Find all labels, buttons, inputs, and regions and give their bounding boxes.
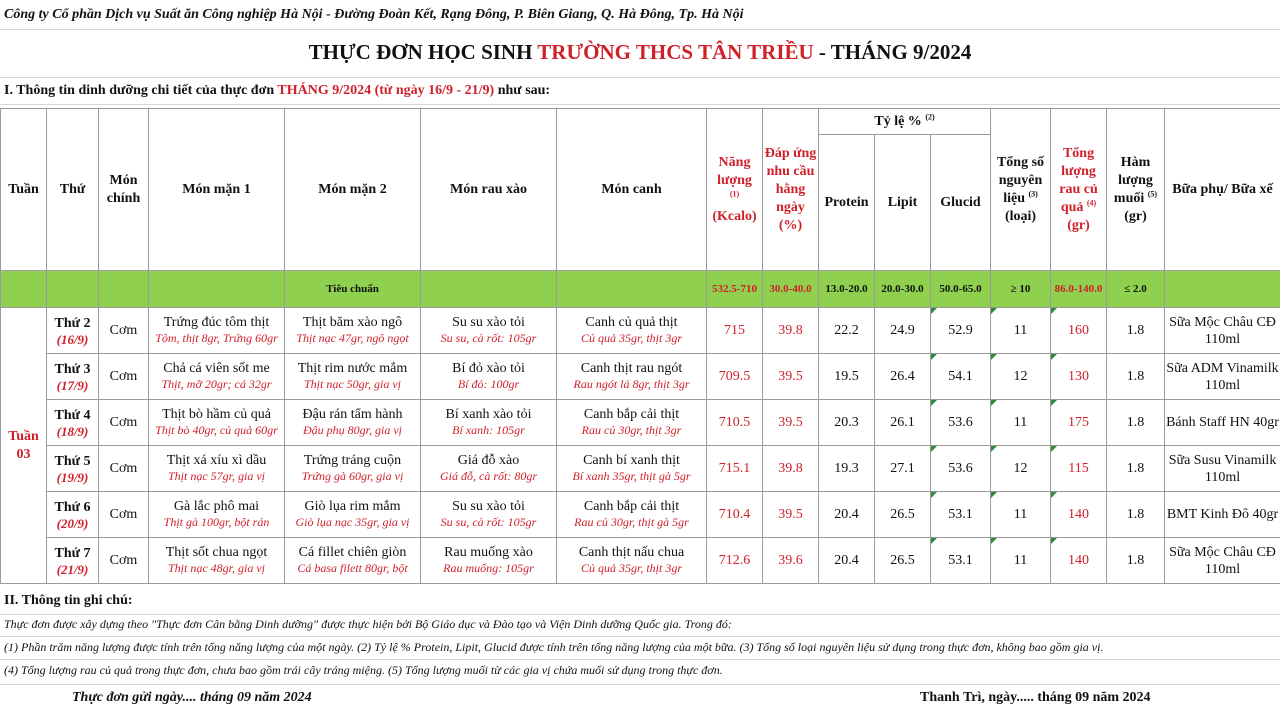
vegetables-cell — [1051, 492, 1107, 538]
header-mon-man-2: Món mặn 2 — [285, 109, 421, 271]
lipit-cell — [875, 308, 931, 354]
header-protein: Protein — [819, 135, 875, 271]
main-dish-cell: Cơm — [99, 492, 149, 538]
dish-rau-cell — [421, 400, 557, 446]
dish-canh-detail: Củ quả 35gr, thịt 3gr — [580, 561, 682, 575]
standard-muoi: ≤ 2.0 — [1107, 271, 1165, 308]
day-name: Thứ 3 — [54, 361, 91, 377]
ingredients-cell — [991, 538, 1051, 584]
protein-cell — [819, 308, 875, 354]
section-1-text1: I. Thông tin dinh dưỡng chi tiết của thực đơn — [4, 83, 278, 98]
dish-man-2-name: Giò lụa rim mắm — [304, 499, 401, 514]
cell-comment-marker — [1051, 308, 1057, 314]
dish-canh-name: Canh bí xanh thịt — [583, 453, 680, 468]
dish-rau-detail: Rau muống: 105gr — [443, 561, 534, 575]
header-ham-luong-muoi-label: Hàm lượng muối — [1113, 154, 1153, 206]
header-thu: Thứ — [47, 109, 99, 271]
protein-cell-value: 20.4 — [834, 506, 859, 522]
salt-cell — [1107, 354, 1165, 400]
dish-man-2-detail: Cá basa filett 80gr, bột — [297, 561, 408, 575]
dish-man-1-detail: Thịt nạc 48gr, gia vị — [167, 561, 265, 575]
vegetables-cell — [1051, 354, 1107, 400]
ingredients-cell-value: 11 — [1013, 506, 1028, 522]
dish-man-2-cell — [285, 492, 421, 538]
daily-pct-cell-value: 39.5 — [778, 414, 803, 430]
dish-man-2-name: Thịt rim nước mắm — [297, 361, 408, 376]
header-mon-chinh: Món chính — [99, 109, 149, 271]
ingredients-cell — [991, 308, 1051, 354]
dish-rau-detail: Su su, cà rốt: 105gr — [440, 331, 537, 345]
day-cell — [47, 492, 99, 538]
daily-pct-cell — [763, 308, 819, 354]
ingredients-cell-value: 12 — [1013, 368, 1028, 384]
dish-canh-detail: Rau củ 30gr, thịt gà 5gr — [574, 515, 689, 529]
protein-cell — [819, 538, 875, 584]
dish-canh-cell — [557, 400, 707, 446]
standard-protein: 13.0-20.0 — [819, 271, 875, 308]
vegetables-cell — [1051, 538, 1107, 584]
main-dish-cell: Cơm — [99, 446, 149, 492]
vegetables-cell-value: 140 — [1068, 552, 1090, 568]
dish-man-1-cell — [149, 354, 285, 400]
header-tong-nguyen-lieu — [991, 109, 1051, 271]
dish-canh-detail: Củ quả 35gr, thịt 3gr — [580, 331, 682, 345]
title-part1: THỰC ĐƠN HỌC SINH — [308, 40, 538, 64]
ingredients-cell — [991, 354, 1051, 400]
energy-cell — [707, 492, 763, 538]
cell-comment-marker — [931, 446, 937, 452]
dish-canh-cell — [557, 538, 707, 584]
lipit-cell — [875, 354, 931, 400]
cell-comment-marker — [991, 400, 997, 406]
salt-cell-value: 1.8 — [1126, 414, 1145, 430]
header-bua-phu: Bữa phụ/ Bữa xế — [1165, 109, 1280, 271]
table-row — [1, 308, 1280, 354]
daily-pct-cell — [763, 538, 819, 584]
glucid-cell-value: 54.1 — [948, 368, 973, 384]
salt-cell-value: 1.8 — [1126, 322, 1145, 338]
standard-lipit: 20.0-30.0 — [875, 271, 931, 308]
glucid-cell — [931, 354, 991, 400]
glucid-cell — [931, 400, 991, 446]
day-date: (18/9) — [56, 423, 89, 439]
dish-canh-name: Canh bắp cải thịt — [583, 407, 680, 422]
ingredients-cell-value: 11 — [1013, 414, 1028, 430]
glucid-cell — [931, 446, 991, 492]
salt-cell — [1107, 400, 1165, 446]
standard-row — [1, 271, 1280, 308]
header-tong-rau-unit: (gr) — [1067, 217, 1090, 233]
header-ty-le-sup: (2) — [925, 111, 935, 121]
header-dap-ung-unit: (%) — [778, 217, 803, 233]
daily-pct-cell-value: 39.5 — [778, 506, 803, 522]
dish-rau-cell — [421, 492, 557, 538]
snack-cell: Sữa Susu Vinamilk 110ml — [1165, 446, 1280, 492]
glucid-cell-value: 52.9 — [948, 322, 973, 338]
lipit-cell-value: 26.5 — [890, 506, 915, 522]
salt-cell — [1107, 492, 1165, 538]
energy-cell-value: 710.4 — [718, 506, 751, 522]
header-mon-canh: Món canh — [557, 109, 707, 271]
menu-table — [0, 108, 1280, 584]
cell-comment-marker — [991, 538, 997, 544]
daily-pct-cell — [763, 400, 819, 446]
dish-man-2-detail: Trứng gà 60gr, gia vị — [301, 469, 404, 483]
salt-cell-value: 1.8 — [1126, 460, 1145, 476]
dish-man-2-cell — [285, 400, 421, 446]
dish-man-1-detail: Thịt nạc 57gr, gia vị — [167, 469, 265, 483]
dish-canh-name: Canh thịt nấu chua — [578, 545, 685, 560]
dish-man-1-detail: Thịt bò 40gr, củ quả 60gr — [155, 423, 278, 437]
energy-cell — [707, 308, 763, 354]
daily-pct-cell — [763, 354, 819, 400]
lipit-cell — [875, 400, 931, 446]
dish-man-2-name: Đậu rán tẩm hành — [302, 407, 403, 422]
ingredients-cell-value: 12 — [1013, 460, 1028, 476]
header-ham-luong-muoi — [1107, 109, 1165, 271]
energy-cell-value: 710.5 — [718, 414, 751, 430]
snack-cell: Sữa ADM Vinamilk 110ml — [1165, 354, 1280, 400]
note-line-3: (4) Tổng lượng rau củ quả trong thực đơn, chưa bao gồm trái cây tráng miệng. (5) Tổng lượng muối từ các gia vị chứa muối sử dụng trong thực đơn. — [4, 663, 723, 677]
dish-man-2-cell — [285, 308, 421, 354]
standard-label: Tiêu chuẩn — [285, 271, 421, 308]
note-line-1: Thực đơn được xây dựng theo "Thực đơn Cân bằng Dinh dưỡng" được thực hiện bởi Bộ Giáo dục và Đào tạo và Viện Dinh dưỡng Quốc gia. Trong đó: — [4, 617, 732, 631]
day-date: (17/9) — [56, 377, 89, 393]
day-cell — [47, 400, 99, 446]
header-tong-nguyen-lieu-label: Tổng số nguyên liệu — [996, 154, 1045, 206]
dish-canh-name: Canh thịt rau ngót — [580, 361, 683, 376]
standard-nguyen-lieu: ≥ 10 — [991, 271, 1051, 308]
page-title — [0, 36, 1280, 68]
vegetables-cell-value: 130 — [1068, 368, 1090, 384]
energy-cell — [707, 446, 763, 492]
lipit-cell-value: 24.9 — [890, 322, 915, 338]
daily-pct-cell — [763, 446, 819, 492]
snack-cell: Sữa Mộc Châu CĐ 110ml — [1165, 308, 1280, 354]
lipit-cell — [875, 446, 931, 492]
lipit-cell — [875, 492, 931, 538]
cell-comment-marker — [931, 400, 937, 406]
dish-man-1-detail: Tôm, thịt 8gr, Trứng 60gr — [155, 331, 278, 345]
vegetables-cell-value: 140 — [1068, 506, 1090, 522]
energy-cell-value: 715 — [724, 322, 745, 338]
main-dish-cell: Cơm — [99, 354, 149, 400]
dish-rau-name: Su su xào tỏi — [452, 499, 525, 514]
standard-rau: 86.0-140.0 — [1051, 271, 1107, 308]
header-tong-nguyen-lieu-sup: (3) — [1028, 188, 1038, 198]
header-tong-rau-label: Tổng lượng rau củ quả — [1059, 145, 1098, 215]
dish-man-1-name: Trứng đúc tôm thịt — [163, 315, 270, 330]
header-mon-man-1: Món mặn 1 — [149, 109, 285, 271]
header-nang-luong-sup: (1) — [729, 188, 740, 198]
glucid-cell-value: 53.6 — [948, 460, 973, 476]
daily-pct-cell — [763, 492, 819, 538]
section-1-highlight: THÁNG 9/2024 (từ ngày 16/9 - 21/9) — [277, 83, 495, 98]
dish-rau-name: Rau muống xào — [444, 545, 533, 560]
dish-man-1-detail: Thịt, mỡ 20gr; cá 32gr — [161, 377, 272, 391]
dish-man-2-detail: Giò lụa nạc 35gr, gia vị — [295, 515, 410, 529]
dish-rau-name: Bí đỏ xào tỏi — [452, 361, 525, 376]
energy-cell — [707, 354, 763, 400]
header-lipit: Lipit — [875, 135, 931, 271]
vegetables-cell — [1051, 308, 1107, 354]
protein-cell — [819, 446, 875, 492]
dish-canh-cell — [557, 492, 707, 538]
dish-man-2-name: Trứng tráng cuộn — [303, 453, 402, 468]
day-name: Thứ 6 — [54, 499, 91, 515]
dish-man-1-cell — [149, 400, 285, 446]
dish-man-1-cell — [149, 492, 285, 538]
header-nang-luong-label: Năng lượng — [717, 154, 752, 188]
protein-cell — [819, 492, 875, 538]
energy-cell-value: 715.1 — [718, 460, 751, 476]
day-cell — [47, 354, 99, 400]
dish-man-1-cell — [149, 538, 285, 584]
ingredients-cell-value: 11 — [1013, 322, 1028, 338]
dish-man-2-detail: Thịt nạc 50gr, gia vị — [303, 377, 401, 391]
salt-cell — [1107, 446, 1165, 492]
cell-comment-marker — [1051, 446, 1057, 452]
protein-cell-value: 19.5 — [834, 368, 859, 384]
dish-canh-detail: Rau ngót lá 8gr, thịt 3gr — [573, 377, 690, 391]
snack-cell: Bánh Staff HN 40gr — [1165, 400, 1280, 446]
daily-pct-cell-value: 39.8 — [778, 460, 803, 476]
header-ham-luong-muoi-sup: (5) — [1147, 188, 1158, 198]
header-mon-rau: Món rau xào — [421, 109, 557, 271]
dish-canh-cell — [557, 308, 707, 354]
cell-comment-marker — [931, 308, 937, 314]
header-nang-luong — [707, 109, 763, 271]
cell-comment-marker — [931, 354, 937, 360]
glucid-cell — [931, 538, 991, 584]
table-row — [1, 354, 1280, 400]
dish-canh-detail: Bí xanh 35gr, thịt gà 5gr — [572, 469, 691, 483]
cell-comment-marker — [991, 308, 997, 314]
dish-rau-cell — [421, 308, 557, 354]
lipit-cell-value: 26.4 — [890, 368, 915, 384]
dish-rau-cell — [421, 446, 557, 492]
protein-cell — [819, 400, 875, 446]
table-row — [1, 492, 1280, 538]
dish-man-2-detail: Đậu phụ 80gr, gia vị — [303, 423, 402, 437]
header-ham-luong-muoi-unit: (gr) — [1124, 208, 1147, 224]
ingredients-cell — [991, 446, 1051, 492]
protein-cell-value: 22.2 — [834, 322, 859, 338]
ingredients-cell-value: 11 — [1013, 552, 1028, 568]
lipit-cell — [875, 538, 931, 584]
cell-comment-marker — [1051, 354, 1057, 360]
note-line-2: (1) Phần trăm năng lượng được tính trên tổng năng lượng của một ngày. (2) Tỷ lệ % Protein, Lipit, Glucid được tính trên tổng năng lượng của một bữa. (3) Tổng số loại nguyên liệu sử dụng trong thực đơn, không bao gồm gia vị. — [4, 640, 1104, 654]
day-date: (21/9) — [56, 561, 89, 577]
cell-comment-marker — [991, 492, 997, 498]
main-dish-cell: Cơm — [99, 400, 149, 446]
energy-cell — [707, 538, 763, 584]
energy-cell-value: 709.5 — [718, 368, 751, 384]
day-name: Thứ 7 — [54, 545, 91, 561]
dish-man-1-name: Thịt bò hầm củ quả — [162, 407, 271, 422]
dish-rau-name: Giá đỗ xào — [457, 453, 520, 468]
dish-canh-name: Canh bắp cải thịt — [583, 499, 680, 514]
snack-cell: BMT Kinh Đô 40gr — [1165, 492, 1280, 538]
dish-man-1-name: Thịt xá xíu xì dầu — [166, 453, 267, 468]
dish-canh-cell — [557, 354, 707, 400]
dish-rau-detail: Bí đỏ: 100gr — [457, 377, 520, 391]
table-row — [1, 538, 1280, 584]
section-1-heading — [4, 80, 550, 102]
glucid-cell — [931, 492, 991, 538]
header-tong-rau-sup: (4) — [1086, 197, 1097, 207]
day-date: (20/9) — [56, 515, 89, 531]
dish-man-1-name: Chả cá viên sốt me — [163, 361, 270, 376]
dish-canh-detail: Rau củ 30gr, thịt 3gr — [581, 423, 682, 437]
footer-sent-date: Thực đơn gửi ngày.... tháng 09 năm 2024 — [72, 690, 312, 705]
main-dish-cell: Cơm — [99, 308, 149, 354]
vegetables-cell-value: 115 — [1068, 460, 1089, 476]
dish-man-1-name: Thịt sốt chua ngọt — [165, 545, 268, 560]
dish-rau-cell — [421, 354, 557, 400]
section-1-text2: như sau: — [494, 83, 551, 98]
daily-pct-cell-value: 39.6 — [778, 552, 803, 568]
dish-man-2-cell — [285, 446, 421, 492]
protein-cell-value: 20.4 — [834, 552, 859, 568]
vegetables-cell — [1051, 400, 1107, 446]
header-tong-rau — [1051, 109, 1107, 271]
vegetables-cell — [1051, 446, 1107, 492]
salt-cell — [1107, 308, 1165, 354]
standard-nang-luong: 532.5-710 — [707, 271, 763, 308]
dish-canh-name: Canh củ quả thịt — [585, 315, 678, 330]
day-date: (16/9) — [56, 331, 89, 347]
notes-heading: II. Thông tin ghi chú: — [4, 593, 133, 608]
header-dap-ung-label: Đáp ứng nhu cầu hằng ngày — [764, 145, 817, 215]
dish-rau-name: Bí xanh xào tỏi — [445, 407, 532, 422]
lipit-cell-value: 26.5 — [890, 552, 915, 568]
dish-rau-detail: Su su, cà rốt: 105gr — [440, 515, 537, 529]
standard-dap-ung: 30.0-40.0 — [763, 271, 819, 308]
title-part2: - THÁNG 9/2024 — [813, 40, 972, 64]
ingredients-cell — [991, 492, 1051, 538]
salt-cell-value: 1.8 — [1126, 552, 1145, 568]
cell-comment-marker — [1051, 400, 1057, 406]
main-dish-cell: Cơm — [99, 538, 149, 584]
header-nang-luong-unit: (Kcalo) — [712, 208, 757, 224]
glucid-cell-value: 53.6 — [948, 414, 973, 430]
dish-rau-detail: Giá đỗ, cà rốt: 80gr — [440, 469, 537, 483]
glucid-cell — [931, 308, 991, 354]
vegetables-cell-value: 160 — [1068, 322, 1090, 338]
vegetables-cell-value: 175 — [1068, 414, 1090, 430]
dish-man-2-name: Thịt băm xào ngô — [302, 315, 403, 330]
energy-cell-value: 712.6 — [718, 552, 751, 568]
protein-cell-value: 19.3 — [834, 460, 859, 476]
dish-man-1-cell — [149, 308, 285, 354]
footer-place-date: Thanh Trì, ngày..... tháng 09 năm 2024 — [920, 690, 1151, 705]
table-row — [1, 400, 1280, 446]
dish-canh-cell — [557, 446, 707, 492]
glucid-cell-value: 53.1 — [948, 506, 973, 522]
header-tong-nguyen-lieu-unit: (loại) — [1004, 208, 1037, 224]
dish-man-2-cell — [285, 538, 421, 584]
company-header: Công ty Cổ phần Dịch vụ Suất ăn Công nghiệp Hà Nội - Đường Đoàn Kết, Rạng Đông, P. Biên Giang, Q. Hà Đông, Tp. Hà Nội — [4, 7, 744, 22]
header-ty-le-label: Tỷ lệ % — [874, 113, 922, 129]
day-name: Thứ 5 — [54, 453, 91, 469]
table-row — [1, 446, 1280, 492]
daily-pct-cell-value: 39.8 — [778, 322, 803, 338]
cell-comment-marker — [931, 538, 937, 544]
cell-comment-marker — [991, 354, 997, 360]
day-date: (19/9) — [56, 469, 89, 485]
energy-cell — [707, 400, 763, 446]
dish-rau-detail: Bí xanh: 105gr — [452, 423, 525, 437]
protein-cell-value: 20.3 — [834, 414, 859, 430]
dish-man-1-name: Gà lắc phô mai — [173, 499, 260, 514]
snack-cell: Sữa Mộc Châu CĐ 110ml — [1165, 538, 1280, 584]
lipit-cell-value: 27.1 — [890, 460, 915, 476]
dish-man-2-name: Cá fillet chiên giòn — [298, 545, 407, 560]
glucid-cell-value: 53.1 — [948, 552, 973, 568]
dish-man-1-cell — [149, 446, 285, 492]
dish-man-1-detail: Thịt gà 100gr, bột rán — [163, 515, 270, 529]
title-school: TRƯỜNG THCS TÂN TRIỀU — [537, 40, 814, 64]
ingredients-cell — [991, 400, 1051, 446]
dish-rau-name: Su su xào tỏi — [452, 315, 525, 330]
header-ty-le — [819, 109, 991, 135]
day-cell — [47, 538, 99, 584]
salt-cell — [1107, 538, 1165, 584]
salt-cell-value: 1.8 — [1126, 506, 1145, 522]
cell-comment-marker — [1051, 538, 1057, 544]
header-dap-ung — [763, 109, 819, 271]
lipit-cell-value: 26.1 — [890, 414, 915, 430]
standard-glucid: 50.0-65.0 — [931, 271, 991, 308]
day-cell — [47, 446, 99, 492]
day-name: Thứ 4 — [54, 407, 91, 423]
day-cell — [47, 308, 99, 354]
daily-pct-cell-value: 39.5 — [778, 368, 803, 384]
header-glucid: Glucid — [931, 135, 991, 271]
salt-cell-value: 1.8 — [1126, 368, 1145, 384]
cell-comment-marker — [931, 492, 937, 498]
dish-man-2-cell — [285, 354, 421, 400]
week-cell: Tuần 03 — [1, 308, 47, 584]
dish-rau-cell — [421, 538, 557, 584]
cell-comment-marker — [1051, 492, 1057, 498]
protein-cell — [819, 354, 875, 400]
dish-man-2-detail: Thịt nạc 47gr, ngô ngọt — [296, 331, 409, 345]
day-name: Thứ 2 — [54, 315, 91, 331]
cell-comment-marker — [991, 446, 997, 452]
header-tuan: Tuần — [1, 109, 47, 271]
